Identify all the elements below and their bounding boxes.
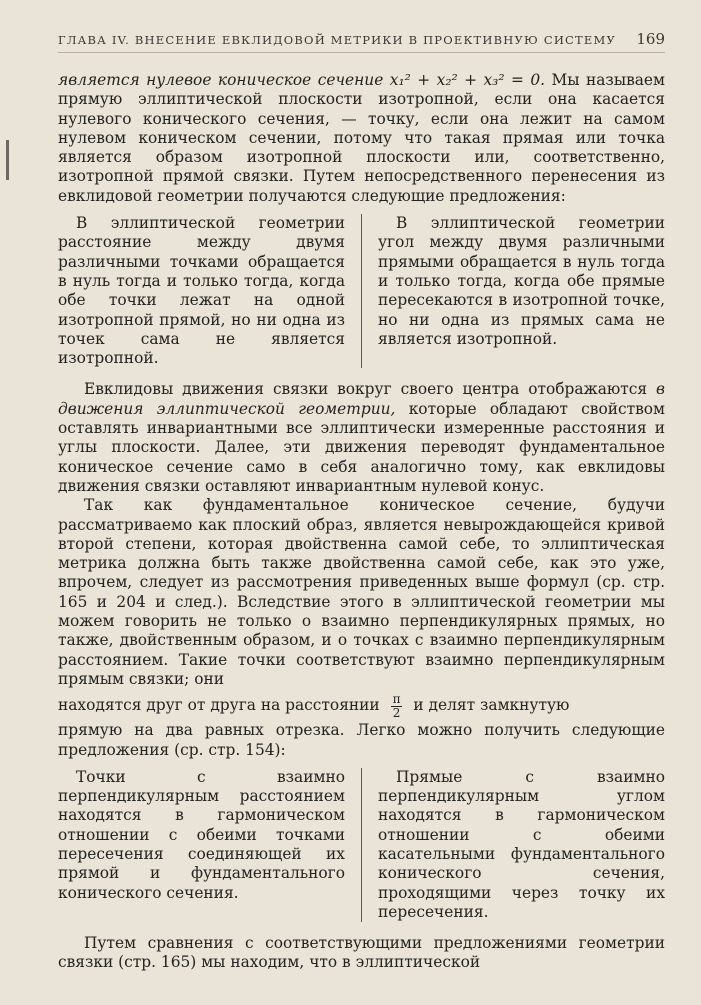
running-title: ГЛАВА IV. ВНЕСЕНИЕ ЕВКЛИДОВОЙ МЕТРИКИ В ПРОЕКТИВНУЮ СИСТЕМУ (58, 33, 617, 47)
two-column-block-2 (58, 768, 665, 922)
two-column-block-1 (58, 214, 665, 368)
paragraph-1-rest: Мы называем прямую эллиптической плоскости изотропной, если она касается нулевого конического сечения, — точку, если она лежит на самом нулевом коническом сечении, потому что такая прямая или точка является образом изотропной плоскости или, соответственно, изотропной прямой связки. Путем непосредственного перенесения из евклидовой геометрии получаются следующие предложения: (58, 71, 665, 205)
proposition-points: Точки с взаимно перпендикулярным расстоянием находятся в гармоническом отношении с обеими точками пересечения соединяющей их прямой и фундаментального конического сечения. (58, 767, 345, 902)
proposition-distance: В эллиптической геометрии расстояние между двумя различными точками обращается в нуль тогда и только тогда, когда обе точки лежат на одной изотропной прямой, но ни одна из точек сама не является изотропной. (58, 214, 345, 368)
running-head (58, 30, 665, 53)
fraction-numerator: π (392, 691, 401, 706)
fraction-denominator: 2 (392, 705, 401, 720)
proposition-lines: Прямые с взаимно перпендикулярным углом находятся в гармоническом отношении с обеими касательными фундаментального конического сечения, проходящими через точку их пересечения. (378, 767, 665, 921)
paragraph-1 (58, 71, 665, 206)
column-right-1 (361, 214, 665, 368)
paragraph-2-after: которые обладают свойством оставлять инвариантными все эллиптически измеренные расстояния и углы плоскости. Далее, эти движения переводят фундаментальное коническое сечение само в себя аналогично тому, как евклидовы движения связки оставляют инвариантным нулевой конус. (58, 399, 666, 495)
page-number: 169 (636, 30, 665, 48)
paragraph-2-italic: в движения эллиптической геометрии, (58, 380, 665, 418)
proposition-angle: В эллиптической геометрии угол между двумя различными прямыми обращается в нуль тогда и только тогда, когда обе прямые пересекаются в изотропной точке, но ни одна из прямых сама не является изотропной. (378, 214, 665, 348)
paragraph-2-before: Евклидовы движения связки вокруг своего центра отображаются (84, 380, 657, 399)
fraction-line-after: и делят замкнутую (413, 696, 570, 715)
formula: x₁² + x₂² + x₃² = 0. (389, 71, 546, 89)
italic-lead: является нулевое коническое сечение (58, 71, 384, 89)
column-left-2 (58, 768, 361, 922)
paragraph-3 (58, 496, 665, 689)
paragraph-3-fraction-line (58, 689, 665, 721)
fraction-pi-over-2 (391, 693, 403, 720)
column-right-2 (361, 768, 665, 922)
fraction-line-before: находятся друг от друга на расстоянии (58, 696, 380, 715)
column-left-1 (58, 214, 361, 368)
edge-mark (6, 140, 9, 180)
paragraph-3-tail: прямую на два равных отрезка. Легко можно получить следующие предложения (ср. стр. 154): (58, 721, 665, 759)
paragraph-4: Путем сравнения с соответствующими предложениями геометрии связки (стр. 165) мы находим, что в эллиптической (58, 934, 665, 972)
paragraph-2 (58, 380, 665, 496)
paragraph-3-main: Так как фундаментальное коническое сечение, будучи рассматриваемо как плоский образ, является невырождающейся кривой второй степени, которая двойственна самой себе, то эллиптическая метрика должна быть также двойственна самой себе, как это уже, впрочем, следует из рассмотрения приведенных выше формул (ср. стр. 165 и 204 и след.). Вследствие этого в эллиптической геометрии мы можем говорить не только о взаимно перпендикулярных прямых, но также, двойственным образом, и о точках с взаимно перпендикулярным расстоянием. Такие точки соответствуют взаимно перпендикулярным прямым связки; они (58, 496, 665, 688)
